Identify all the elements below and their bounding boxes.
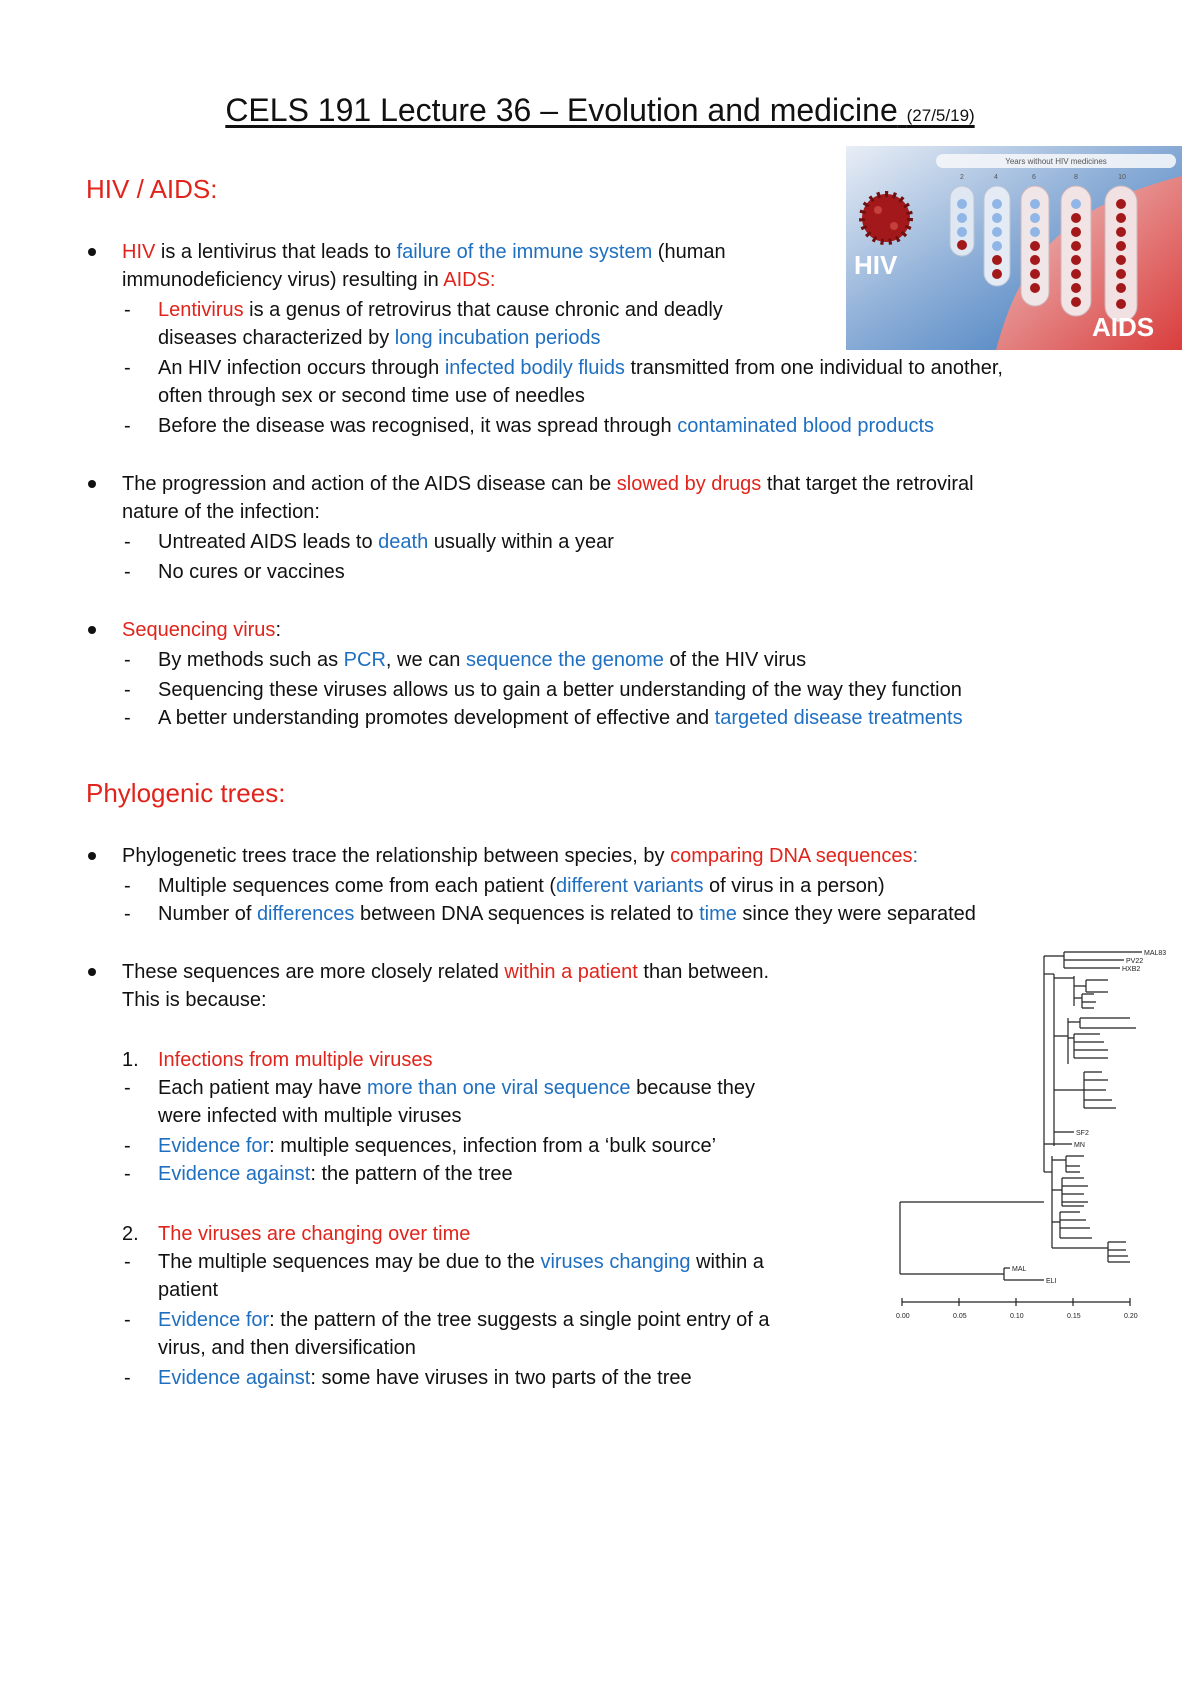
hiv-bullet3-line1: Sequencing virus: bbox=[122, 619, 281, 641]
hiv-bullet2-line1: The progression and action of the AIDS disease can be slowed by drugs that target the retroviral bbox=[122, 473, 974, 495]
dash-marker: - bbox=[124, 1135, 131, 1157]
axis-tick-label: 0.00 bbox=[896, 1313, 910, 1320]
test-tube-4 bbox=[1061, 186, 1091, 316]
test-tube-3 bbox=[1021, 186, 1049, 306]
section-heading-hiv: HIV / AIDS: bbox=[86, 174, 218, 204]
hiv-aids-illustration bbox=[846, 146, 1182, 350]
phylo-bullet2-line2: This is because: bbox=[122, 989, 267, 1011]
dash-marker: - bbox=[124, 357, 131, 379]
dash-marker: - bbox=[124, 561, 131, 583]
dash-marker: - bbox=[124, 649, 131, 671]
bullet-dot bbox=[88, 480, 96, 488]
dash-marker: - bbox=[124, 1309, 131, 1331]
reason-2-line1: The multiple sequences may be due to the viruses changing within a bbox=[158, 1251, 764, 1273]
reason-1-line1: Each patient may have more than one viral sequence because they bbox=[158, 1077, 756, 1099]
virus-icon bbox=[862, 194, 910, 242]
phylo-bullet1-line1: Phylogenetic trees trace the relationship between species, by comparing DNA sequences: bbox=[122, 845, 919, 867]
tree-leaf-label: MAL bbox=[1012, 1266, 1027, 1273]
dash-marker: - bbox=[124, 1163, 131, 1185]
reason-2-evidence-for-line2: virus, and then diversification bbox=[158, 1337, 416, 1359]
bullet-dot bbox=[88, 968, 96, 976]
test-tube-2 bbox=[984, 186, 1010, 286]
title-main: CELS 191 Lecture 36 – Evolution and medicine bbox=[225, 92, 898, 128]
dash-marker: - bbox=[124, 531, 131, 553]
hiv-bullet1-line2: immunodeficiency virus) resulting in AIDS: bbox=[122, 269, 496, 291]
axis-tick-label: 0.05 bbox=[953, 1313, 967, 1320]
illustration-header: Years without HIV medicines bbox=[1005, 157, 1107, 166]
test-tube-1 bbox=[950, 186, 974, 256]
list-number: 1. bbox=[122, 1049, 139, 1071]
tree-leaf-label: ELI bbox=[1046, 1278, 1057, 1285]
reason-1-line2: were infected with multiple viruses bbox=[158, 1105, 462, 1127]
hiv-infection-line1: An HIV infection occurs through infected bodily fluids transmitted from one individual to another, bbox=[158, 357, 1003, 379]
tree-leaf-label: PV22 bbox=[1126, 958, 1144, 965]
dash-marker: - bbox=[124, 875, 131, 897]
tree-leaf-label: MN bbox=[1074, 1142, 1085, 1149]
reason-1-heading: Infections from multiple viruses bbox=[158, 1049, 433, 1071]
illustration-aids-label: AIDS bbox=[1092, 312, 1155, 342]
dash-marker: - bbox=[124, 1251, 131, 1273]
tree-leaf-label: MAL83 bbox=[1144, 950, 1167, 957]
hiv-lentivirus-line1: Lentivirus is a genus of retrovirus that cause chronic and deadly bbox=[158, 299, 723, 321]
tree-leaf-label: SF2 bbox=[1076, 1130, 1089, 1137]
hiv-bullet1-line1: HIV is a lentivirus that leads to failure of the immune system (human bbox=[122, 241, 726, 263]
reason-2-heading: The viruses are changing over time bbox=[158, 1223, 471, 1245]
hiv-pcr: By methods such as PCR, we can sequence the genome of the HIV virus bbox=[158, 649, 807, 671]
phylo-multiple-sequences: Multiple sequences come from each patient (different variants of virus in a person) bbox=[158, 875, 885, 897]
year-label: 8 bbox=[1074, 174, 1078, 181]
list-number: 2. bbox=[122, 1223, 139, 1245]
dash-marker: - bbox=[124, 299, 131, 321]
dash-marker: - bbox=[124, 415, 131, 437]
phylo-bullet2-line1: These sequences are more closely related within a patient than between. bbox=[122, 961, 770, 983]
dash-marker: - bbox=[124, 903, 131, 925]
phylogenetic-tree-figure bbox=[894, 946, 1184, 1336]
hiv-treatments: A better understanding promotes development of effective and targeted disease treatments bbox=[158, 707, 963, 729]
tree-leaf-label: HXB2 bbox=[1122, 966, 1141, 973]
reason-2-evidence-against: Evidence against: some have viruses in two parts of the tree bbox=[158, 1367, 692, 1389]
year-label: 4 bbox=[994, 174, 998, 181]
hiv-infection-line2: often through sex or second time use of needles bbox=[158, 385, 585, 407]
bullet-dot bbox=[88, 626, 96, 634]
hiv-lentivirus-line2: diseases characterized by long incubation periods bbox=[158, 327, 601, 349]
bullet-dot bbox=[88, 852, 96, 860]
dash-marker: - bbox=[124, 707, 131, 729]
illustration-hiv-label: HIV bbox=[854, 250, 898, 280]
phylo-differences: Number of differences between DNA sequences is related to time since they were separated bbox=[158, 903, 976, 925]
year-label: 2 bbox=[960, 174, 964, 181]
dash-marker: - bbox=[124, 1077, 131, 1099]
reason-1-evidence-for: Evidence for: multiple sequences, infection from a ‘bulk source’ bbox=[158, 1135, 717, 1157]
bullet-dot bbox=[88, 248, 96, 256]
dash-marker: - bbox=[124, 679, 131, 701]
axis-tick-label: 0.10 bbox=[1010, 1313, 1024, 1320]
reason-2-evidence-for-line1: Evidence for: the pattern of the tree suggests a single point entry of a bbox=[158, 1309, 770, 1331]
reason-1-evidence-against: Evidence against: the pattern of the tree bbox=[158, 1163, 513, 1185]
reason-2-line2: patient bbox=[158, 1279, 219, 1301]
hiv-bullet2-line2: nature of the infection: bbox=[122, 501, 320, 523]
test-tube-5 bbox=[1105, 186, 1137, 322]
page-title bbox=[0, 92, 1200, 129]
title-date: (27/5/19) bbox=[906, 106, 975, 125]
year-label: 6 bbox=[1032, 174, 1036, 181]
dash-marker: - bbox=[124, 1367, 131, 1389]
hiv-untreated: Untreated AIDS leads to death usually within a year bbox=[158, 531, 614, 553]
axis-tick-label: 0.20 bbox=[1124, 1313, 1138, 1320]
hiv-blood-products: Before the disease was recognised, it was spread through contaminated blood products bbox=[158, 415, 935, 437]
hiv-sequencing: Sequencing these viruses allows us to gain a better understanding of the way they function bbox=[158, 679, 962, 701]
axis-tick-label: 0.15 bbox=[1067, 1313, 1081, 1320]
year-label: 10 bbox=[1118, 174, 1126, 181]
section-heading-phylo: Phylogenic trees: bbox=[86, 778, 286, 808]
hiv-no-cures: No cures or vaccines bbox=[158, 561, 345, 583]
